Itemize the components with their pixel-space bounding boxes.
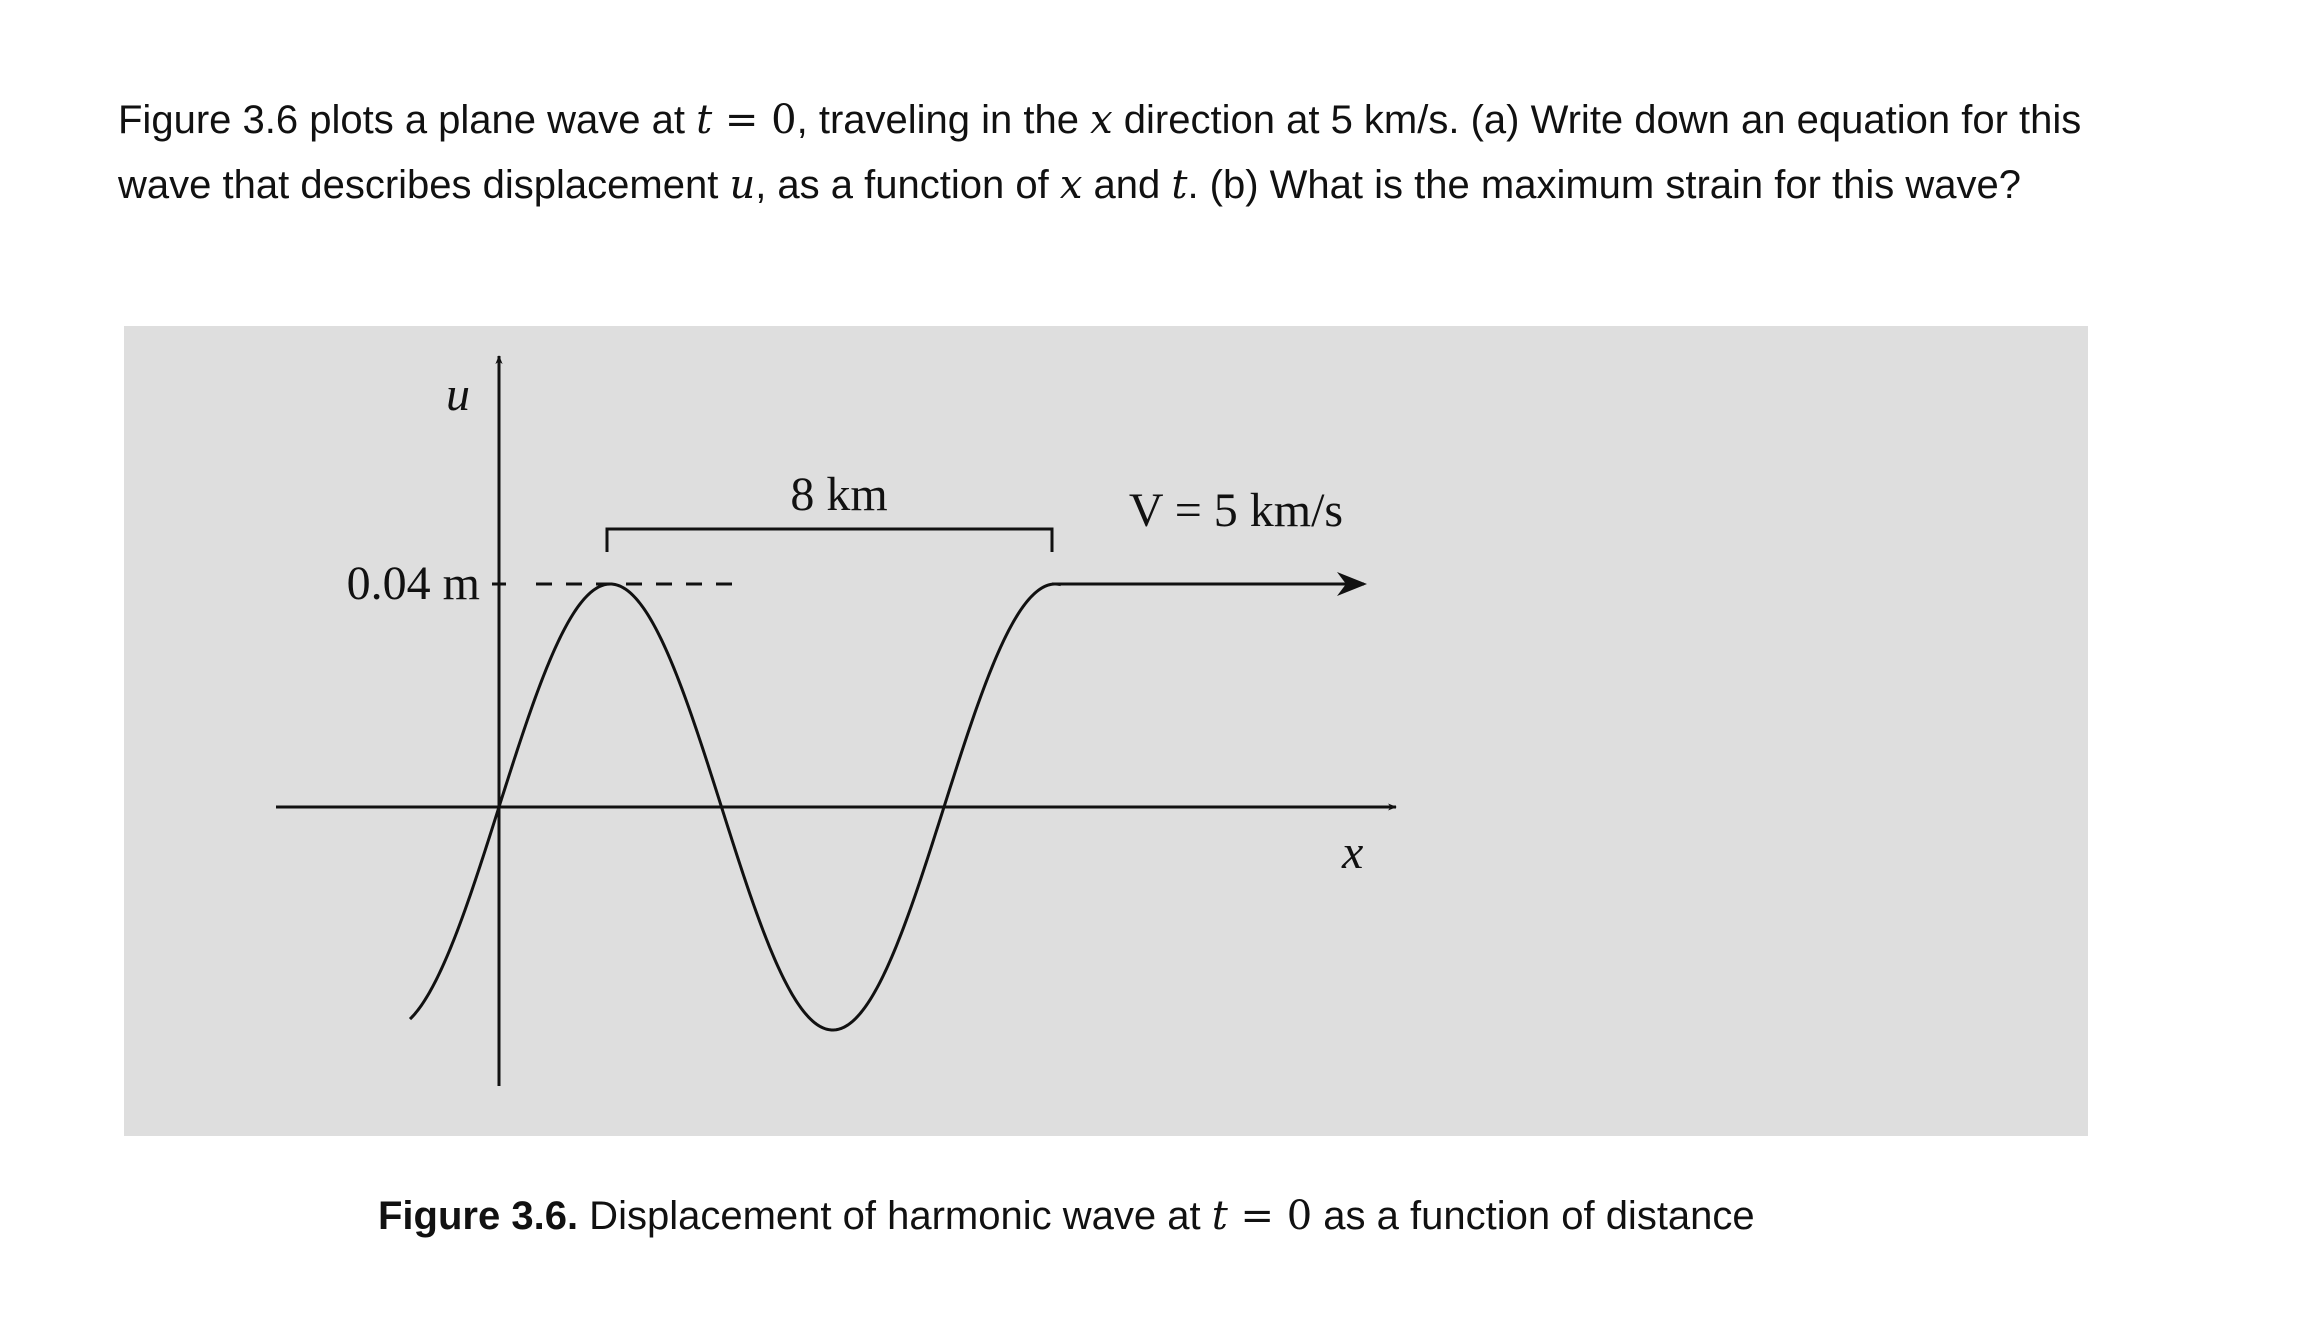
question-part: direction at 5 km/s. (a) Write down an equation for this wave that describes displacement (118, 98, 2082, 207)
x-axis-label: x (1342, 826, 1364, 879)
wave-plot (124, 326, 2088, 1136)
math-symbol-t: t (1211, 1193, 1228, 1239)
caption-label: Figure 3.6. (378, 1194, 579, 1238)
math-symbol-t: t (1171, 162, 1188, 208)
wavelength-bracket (607, 529, 1052, 552)
math-symbol-t: t (696, 97, 713, 143)
math-symbol-u: u (729, 162, 756, 208)
question-part: Figure 3.6 plots a plane wave at (118, 98, 697, 142)
figure-caption (378, 1186, 1978, 1246)
amplitude-label: 0.04 m (346, 557, 480, 610)
math-symbol-x: x (1059, 162, 1083, 208)
question-part: , as a function of (755, 163, 1060, 207)
math-symbol-x: x (1090, 97, 1113, 143)
figure-panel (124, 326, 2088, 1136)
question-part: and (1082, 163, 1172, 207)
caption-part: as a function of distance (1312, 1194, 1755, 1238)
question-part: , traveling in the (796, 98, 1091, 142)
question-part: . (b) What is the maximum strain for this wave? (1187, 163, 2022, 207)
u-axis-label: u (446, 368, 470, 421)
math-equals-zero: = 0 (712, 97, 797, 143)
wavelength-label: 8 km (790, 468, 888, 521)
caption-part: Displacement of harmonic wave at (578, 1194, 1212, 1238)
velocity-label: V = 5 km/s (1128, 484, 1344, 537)
math-equals-zero: = 0 (1227, 1193, 1313, 1239)
question-text (118, 88, 2118, 218)
